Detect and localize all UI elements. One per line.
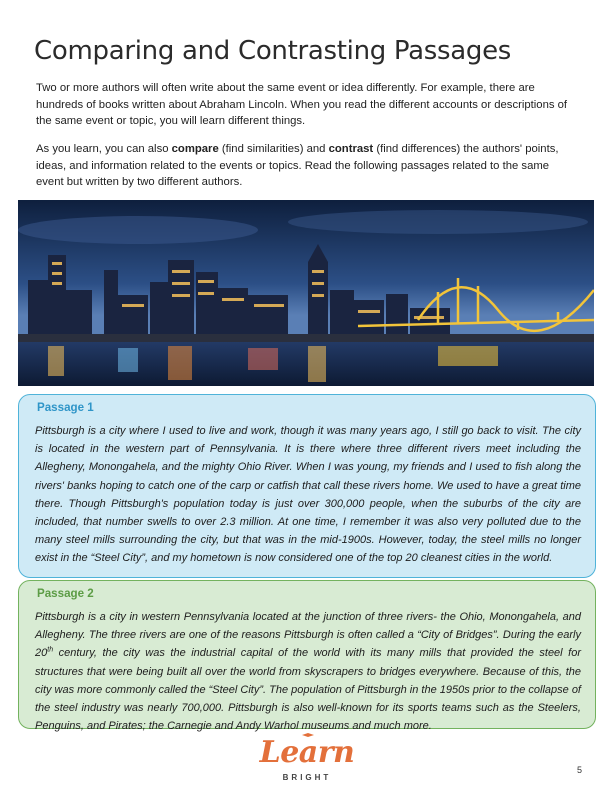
page-title: Comparing and Contrasting Passages — [34, 36, 512, 66]
learn-bright-logo — [255, 735, 359, 787]
passage-1-box — [18, 394, 596, 578]
intro-p2-part-1: As you learn, you can also — [36, 143, 172, 155]
passage-1-text: Pittsburgh is a city where I used to live and work, though it was many years ago, I still go back to visit. The city is located in the western part of Pennsylvania. It is there where three different rivers meet including the Allegheny, Monongahela, and the mighty Ohio River. When I was young, my friends and I used to fish along the rivers' banks hoping to catch one of the carp or catfish that call these rivers home. We used to have a great time there. Though Pittsburgh's population today is just over 300,000 people, when the suburbs of the city are included, that number swells to over 2.3 million. At one time, I remember it was also very polluted due to the many steel mills surrounding the city, but that was in the mid-1900s. However, today, the steel mills no longer exist in the “Steel City”, and my hometown is now considered one of the top 20 cleanest cities in the world. — [35, 425, 581, 565]
intro-p2-part-2: (find similarities) and — [218, 143, 329, 155]
passage-1-title: Passage 1 — [37, 401, 94, 414]
passage-2-box — [18, 580, 596, 733]
passage-2-title: Passage 2 — [37, 587, 94, 600]
intro-p2-part-3: (find differences) the authors' points, ideas, and information related to the events or topics. Read the following passages related to the same event but written by two different authors. — [36, 143, 559, 188]
logo-wordmark: Learn — [259, 735, 355, 770]
page-number: 5 — [576, 765, 582, 775]
passage-2-text-a: Pittsburgh is a city in western Pennsylvania located at the junction of three rivers- the Ohio, Monongahela, and Allegheny. The three rivers are one of the reasons Pittsburgh is often called a “City of Bridges”. During the early 20 — [35, 611, 581, 660]
compare-term: compare — [171, 143, 219, 155]
contrast-term: contrast — [328, 143, 374, 155]
intro-paragraph-2 — [36, 141, 578, 191]
passage-2-text — [35, 608, 581, 735]
passage-2-text-b: century, the city was the industrial capital of the world with its many mills that provided the steel for structures that were being built all over the world from skyscrapers to bridges everywhere. Because of this, the city was more commonly called the “Steel City”. The population of Pittsburgh in the 1950s prior to the collapse of the steel industry was nearly 700,000. Pittsburgh is also well-known for its sports teams such as the Steelers, Penguins, and Pirates; the Carnegie and Andy Warhol museums and much more. — [35, 647, 581, 733]
logo-subtitle: BRIGHT — [282, 773, 332, 782]
passage-2-ordinal-suffix: th — [47, 646, 54, 654]
intro-paragraph-1: Two or more authors will often write about the same event or idea differently. For example, there are hundreds of books written about Abraham Lincoln. When you read the different accounts or descriptions of the same event or topic, you will learn different things. — [36, 82, 568, 127]
pittsburgh-skyline-photo — [18, 200, 594, 386]
